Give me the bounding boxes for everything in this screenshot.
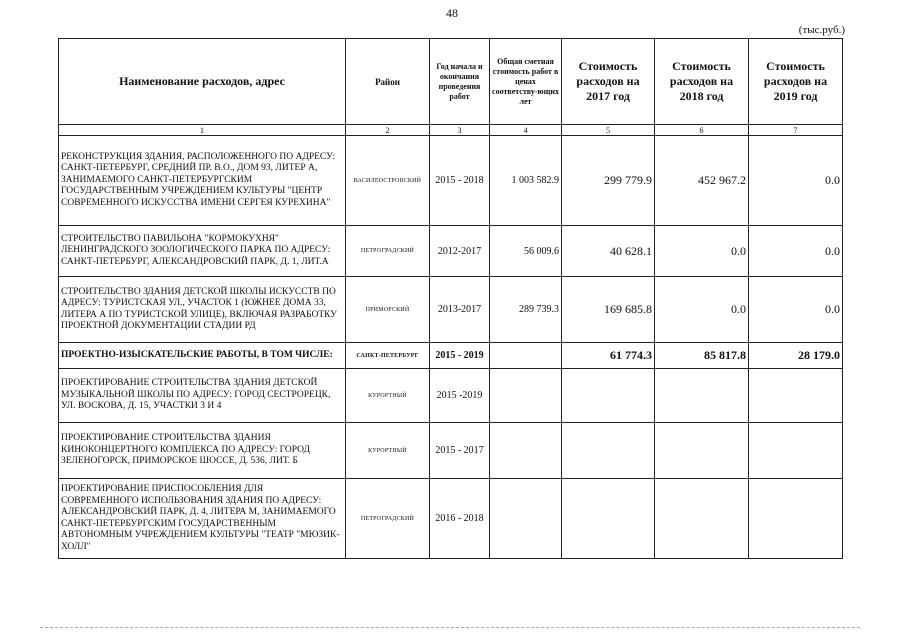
row-name: ПРОЕКТНО-ИЗЫСКАТЕЛЬСКИЕ РАБОТЫ, В ТОМ ЧИСЛЕ: bbox=[59, 343, 346, 369]
row-district: КУРОРТНЫЙ bbox=[346, 369, 430, 423]
row-name: СТРОИТЕЛЬСТВО ЗДАНИЯ ДЕТСКОЙ ШКОЛЫ ИСКУССТВ ПО АДРЕСУ: ТУРИСТСКАЯ УЛ., УЧАСТОК 1 (ЮЖНЕЕ ДОМА 33, ЛИТЕРА А ПО ТУРИСТСКОЙ УЛИЦЕ), ВКЛЮЧАЯ РАЗРАБОТКУ ПРОЕКТНОЙ ДОКУМЕНТАЦИИ СТАДИИ РД bbox=[59, 277, 346, 343]
column-number-row bbox=[59, 125, 843, 136]
header-total: Общая сметная стоимость работ в ценах соответству-ющих лет bbox=[490, 39, 562, 125]
row-name: СТРОИТЕЛЬСТВО ПАВИЛЬОНА "КОРМОКУХНЯ" ЛЕНИНГРАДСКОГО ЗООЛОГИЧЕСКОГО ПАРКА ПО АДРЕСУ: САНКТ-ПЕТЕРБУРГ, АЛЕКСАНДРОВСКИЙ ПАРК, Д. 1, ЛИТ.А bbox=[59, 226, 346, 277]
row-total bbox=[490, 369, 562, 423]
row-cost-2017: 169 685.8 bbox=[562, 277, 655, 343]
column-number: 2 bbox=[346, 125, 430, 136]
row-district: ВАСИЛЕОСТРОВСКИЙ bbox=[346, 136, 430, 226]
row-years: 2015 - 2019 bbox=[430, 343, 490, 369]
row-years: 2013-2017 bbox=[430, 277, 490, 343]
row-cost-2019: 0.0 bbox=[749, 226, 843, 277]
row-total: 56 009.6 bbox=[490, 226, 562, 277]
row-total: 289 739.3 bbox=[490, 277, 562, 343]
column-number: 1 bbox=[59, 125, 346, 136]
header-cost-2019: Стоимость расходов на 2019 год bbox=[749, 39, 843, 125]
table-row bbox=[59, 343, 843, 369]
row-district: ПЕТРОГРАДСКИЙ bbox=[346, 479, 430, 559]
row-cost-2019: 28 179.0 bbox=[749, 343, 843, 369]
column-number: 5 bbox=[562, 125, 655, 136]
row-cost-2018: 452 967.2 bbox=[655, 136, 749, 226]
unit-note: (тыс.руб.) bbox=[798, 24, 845, 36]
table-row bbox=[59, 226, 843, 277]
column-number: 3 bbox=[430, 125, 490, 136]
header-years: Год начала и окончания проведения работ bbox=[430, 39, 490, 125]
row-total: 1 003 582.9 bbox=[490, 136, 562, 226]
column-number: 6 bbox=[655, 125, 749, 136]
table-row bbox=[59, 136, 843, 226]
row-name: ПРОЕКТИРОВАНИЕ СТРОИТЕЛЬСТВА ЗДАНИЯ КИНОКОНЦЕРТНОГО КОМПЛЕКСА ПО АДРЕСУ: ГОРОД ЗЕЛЕНОГОРСК, ПРИМОРСКОЕ ШОССЕ, Д. 536, ЛИТ. Б bbox=[59, 423, 346, 479]
table-row bbox=[59, 369, 843, 423]
header-name: Наименование расходов, адрес bbox=[59, 39, 346, 125]
row-years: 2015 - 2018 bbox=[430, 136, 490, 226]
row-years: 2015 - 2017 bbox=[430, 423, 490, 479]
table-row bbox=[59, 423, 843, 479]
row-cost-2018: 85 817.8 bbox=[655, 343, 749, 369]
row-cost-2019: 0.0 bbox=[749, 277, 843, 343]
row-district: ПЕТРОГРАДСКИЙ bbox=[346, 226, 430, 277]
row-cost-2019: 0.0 bbox=[749, 136, 843, 226]
page-number: 48 bbox=[446, 6, 458, 20]
row-cost-2018: 0.0 bbox=[655, 226, 749, 277]
row-cost-2018 bbox=[655, 369, 749, 423]
table-row bbox=[59, 277, 843, 343]
row-cost-2017 bbox=[562, 479, 655, 559]
page-bottom-divider bbox=[40, 627, 860, 630]
header-cost-2018: Стоимость расходов на 2018 год bbox=[655, 39, 749, 125]
header-district: Район bbox=[346, 39, 430, 125]
row-cost-2019 bbox=[749, 479, 843, 559]
row-cost-2018: 0.0 bbox=[655, 277, 749, 343]
row-cost-2019 bbox=[749, 423, 843, 479]
column-number: 7 bbox=[749, 125, 843, 136]
row-cost-2018 bbox=[655, 479, 749, 559]
column-number: 4 bbox=[490, 125, 562, 136]
row-years: 2016 - 2018 bbox=[430, 479, 490, 559]
row-total bbox=[490, 423, 562, 479]
row-cost-2017 bbox=[562, 423, 655, 479]
row-name: ПРОЕКТИРОВАНИЕ СТРОИТЕЛЬСТВА ЗДАНИЯ ДЕТСКОЙ МУЗЫКАЛЬНОЙ ШКОЛЫ ПО АДРЕСУ: ГОРОД СЕСТРОРЕЦК, УЛ. ВОСКОВА, Д. 15, УЧАСТКИ 3 И 4 bbox=[59, 369, 346, 423]
row-years: 2012-2017 bbox=[430, 226, 490, 277]
expenses-table bbox=[58, 38, 843, 559]
header-cost-2017: Стоимость расходов на 2017 год bbox=[562, 39, 655, 125]
row-years: 2015 -2019 bbox=[430, 369, 490, 423]
row-cost-2017 bbox=[562, 369, 655, 423]
row-name: ПРОЕКТИРОВАНИЕ ПРИСПОСОБЛЕНИЯ ДЛЯ СОВРЕМЕННОГО ИСПОЛЬЗОВАНИЯ ЗДАНИЯ ПО АДРЕСУ: АЛЕКСАНДРОВСКИЙ ПАРК, Д. 4, ЛИТЕРА М, ЗАНИМАЕМОГО САНКТ-ПЕТЕРБУРГСКИМ ГОСУДАРСТВЕННЫМ АВТОНОМНЫМ УЧРЕЖДЕНИЕМ КУЛЬТУРЫ "ТЕАТР "МЮЗИК-ХОЛЛ" bbox=[59, 479, 346, 559]
row-cost-2018 bbox=[655, 423, 749, 479]
row-cost-2017: 299 779.9 bbox=[562, 136, 655, 226]
row-name: РЕКОНСТРУКЦИЯ ЗДАНИЯ, РАСПОЛОЖЕННОГО ПО АДРЕСУ: САНКТ-ПЕТЕРБУРГ, СРЕДНИЙ ПР. В.О., ДОМ 93, ЛИТЕР А, ЗАНИМАЕМОГО САНКТ-ПЕТЕРБУРГСКИМ ГОСУДАРСТВЕННЫМ УЧРЕЖДЕНИЕМ КУЛЬТУРЫ "ЦЕНТР СОВРЕМЕННОГО ИСКУССТВА ИМЕНИ СЕРГЕЯ КУРЕХИНА" bbox=[59, 136, 346, 226]
row-district: САНКТ-ПЕТЕРБУРГ bbox=[346, 343, 430, 369]
row-cost-2019 bbox=[749, 369, 843, 423]
table-row bbox=[59, 479, 843, 559]
row-total bbox=[490, 479, 562, 559]
header-row bbox=[59, 39, 843, 125]
row-district: ПРИМОРСКИЙ bbox=[346, 277, 430, 343]
row-total bbox=[490, 343, 562, 369]
row-cost-2017: 61 774.3 bbox=[562, 343, 655, 369]
row-district: КУРОРТНЫЙ bbox=[346, 423, 430, 479]
row-cost-2017: 40 628.1 bbox=[562, 226, 655, 277]
